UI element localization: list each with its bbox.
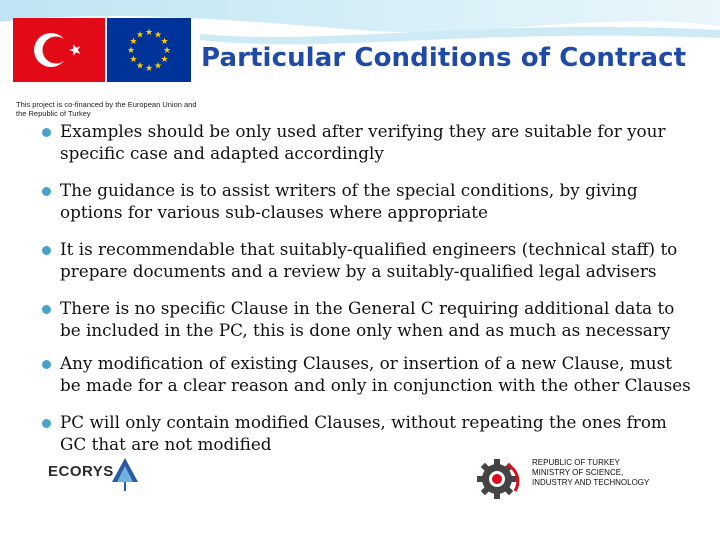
list-item: It is recommendable that suitably-qualified engineers (technical staff) to prepare documents and a review by a suitably-qualified legal advisers bbox=[42, 239, 692, 282]
svg-text:★: ★ bbox=[135, 61, 145, 72]
ministry-line-sector: INDUSTRY AND TECHNOLOGY bbox=[532, 478, 650, 487]
list-item: Any modification of existing Clauses, or insertion of a new Clause, must be made for a clear reason and only in conjunction with the other Clauses bbox=[42, 353, 692, 396]
svg-text:★: ★ bbox=[126, 46, 136, 56]
cofinance-notice: This project is co-financed by the European Union and the Republic of Turkey bbox=[16, 100, 197, 118]
list-item: There is no specific Clause in the General C requiring additional data to be included in the PC, this is done only when and as much as necessary bbox=[42, 298, 692, 341]
ministry-gear-icon bbox=[473, 457, 525, 501]
page-title: Particular Conditions of Contract bbox=[201, 43, 687, 73]
ecorys-wordmark: ECORYS bbox=[48, 463, 114, 480]
bullet-icon bbox=[42, 305, 51, 314]
list-item: Examples should be only used after verifying they are suitable for your specific case and adapted accordingly bbox=[42, 121, 692, 164]
bullet-icon bbox=[42, 419, 51, 428]
svg-text:★: ★ bbox=[144, 28, 154, 38]
bullet-icon bbox=[42, 187, 51, 196]
ministry-line-name: MINISTRY OF SCIENCE, bbox=[532, 468, 624, 477]
bullet-icon bbox=[42, 128, 51, 137]
svg-text:★: ★ bbox=[153, 61, 163, 72]
svg-text:★: ★ bbox=[153, 30, 163, 41]
svg-text:★: ★ bbox=[160, 37, 169, 47]
svg-text:★: ★ bbox=[160, 55, 169, 65]
ministry-line-country: REPUBLIC OF TURKEY bbox=[532, 458, 620, 467]
svg-text:★: ★ bbox=[135, 30, 145, 41]
ministry-label bbox=[532, 458, 649, 488]
eu-flag-icon bbox=[107, 18, 191, 82]
list-item: The guidance is to assist writers of the special conditions, by giving options for various sub-clauses where appropriate bbox=[42, 180, 692, 223]
bullet-list bbox=[42, 121, 692, 455]
svg-text:★: ★ bbox=[162, 46, 172, 56]
svg-text:★: ★ bbox=[129, 55, 138, 65]
ecorys-logo-icon bbox=[110, 456, 140, 492]
svg-text:★: ★ bbox=[144, 64, 154, 74]
bullet-icon bbox=[42, 246, 51, 255]
list-item: PC will only contain modified Clauses, without repeating the ones from GC that are not modified bbox=[42, 412, 692, 455]
bullet-icon bbox=[42, 360, 51, 369]
turkey-flag-icon bbox=[13, 18, 105, 82]
svg-text:★: ★ bbox=[129, 37, 138, 47]
